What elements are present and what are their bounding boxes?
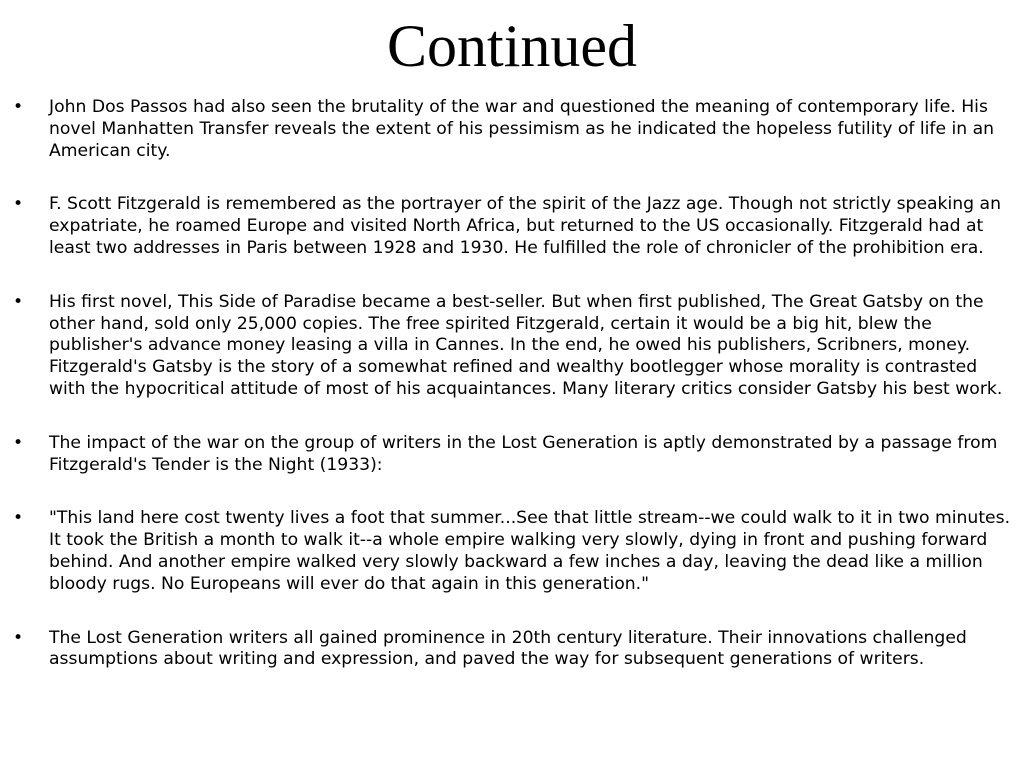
bullet-text: F. Scott Fitzgerald is remembered as the portrayer of the spirit of the Jazz age. Though not strictly speaking an expatriate, he roamed Europe and visited North Africa, but returned to the US occasionally. Fitzgerald had at least two addresses in Paris between 1928 and 1930. He fulfilled the role of chronicler of the prohibition era. bbox=[49, 194, 1001, 258]
bullet-text: The impact of the war on the group of writers in the Lost Generation is aptly demonstrated by a passage from Fitzgerald's Tender is the Night (1933): bbox=[49, 432, 998, 475]
bullet-icon: • bbox=[13, 97, 24, 117]
bullet-item bbox=[0, 194, 1024, 259]
bullet-text: "This land here cost twenty lives a foot that summer...See that little stream--we could walk to it in two minutes. It took the British a month to walk it--a whole empire walking very slowly, dying in front and pushing forward behind. And another empire walked very slowly backward a few inches a day, leaving the dead like a million bloody rugs. No Europeans will ever do that again in this generation." bbox=[49, 508, 1011, 594]
bullet-icon: • bbox=[13, 291, 24, 312]
bullet-icon: • bbox=[13, 432, 24, 453]
bullet-item bbox=[0, 292, 1024, 401]
bullet-item bbox=[0, 97, 1024, 162]
slide-title: Continued bbox=[387, 13, 637, 79]
bullet-item bbox=[0, 628, 1024, 672]
bullet-text: His first novel, This Side of Paradise became a best-seller. But when first published, The Great Gatsby on the other hand, sold only 25,000 copies. The free spirited Fitzgerald, certain it would be a big hit, blew the publisher's advance money leasing a villa in Cannes. In the end, he owed his publishers, Scribners, money. Fitzgerald's Gatsby is the story of a somewhat refined and wealthy bootlegger whose morality is contrasted with the hypocritical attitude of most of his acquaintances. Many literary critics consider Gatsby his best work. bbox=[49, 291, 1003, 399]
bullet-icon: • bbox=[13, 194, 24, 215]
bullet-icon: • bbox=[13, 627, 24, 648]
bullet-item bbox=[0, 433, 1024, 477]
bullet-item bbox=[0, 508, 1024, 595]
bullet-list bbox=[0, 97, 1024, 703]
bullet-icon: • bbox=[13, 508, 24, 529]
bullet-text: The Lost Generation writers all gained prominence in 20th century literature. Their innovations challenged assumptions about writing and expression, and paved the way for subsequent generations of writers. bbox=[49, 627, 967, 670]
bullet-text: John Dos Passos had also seen the brutality of the war and questioned the meaning of contemporary life. His novel Manhatten Transfer reveals the extent of his pessimism as he indicated the hopeless futility of life in an American city. bbox=[49, 97, 995, 161]
